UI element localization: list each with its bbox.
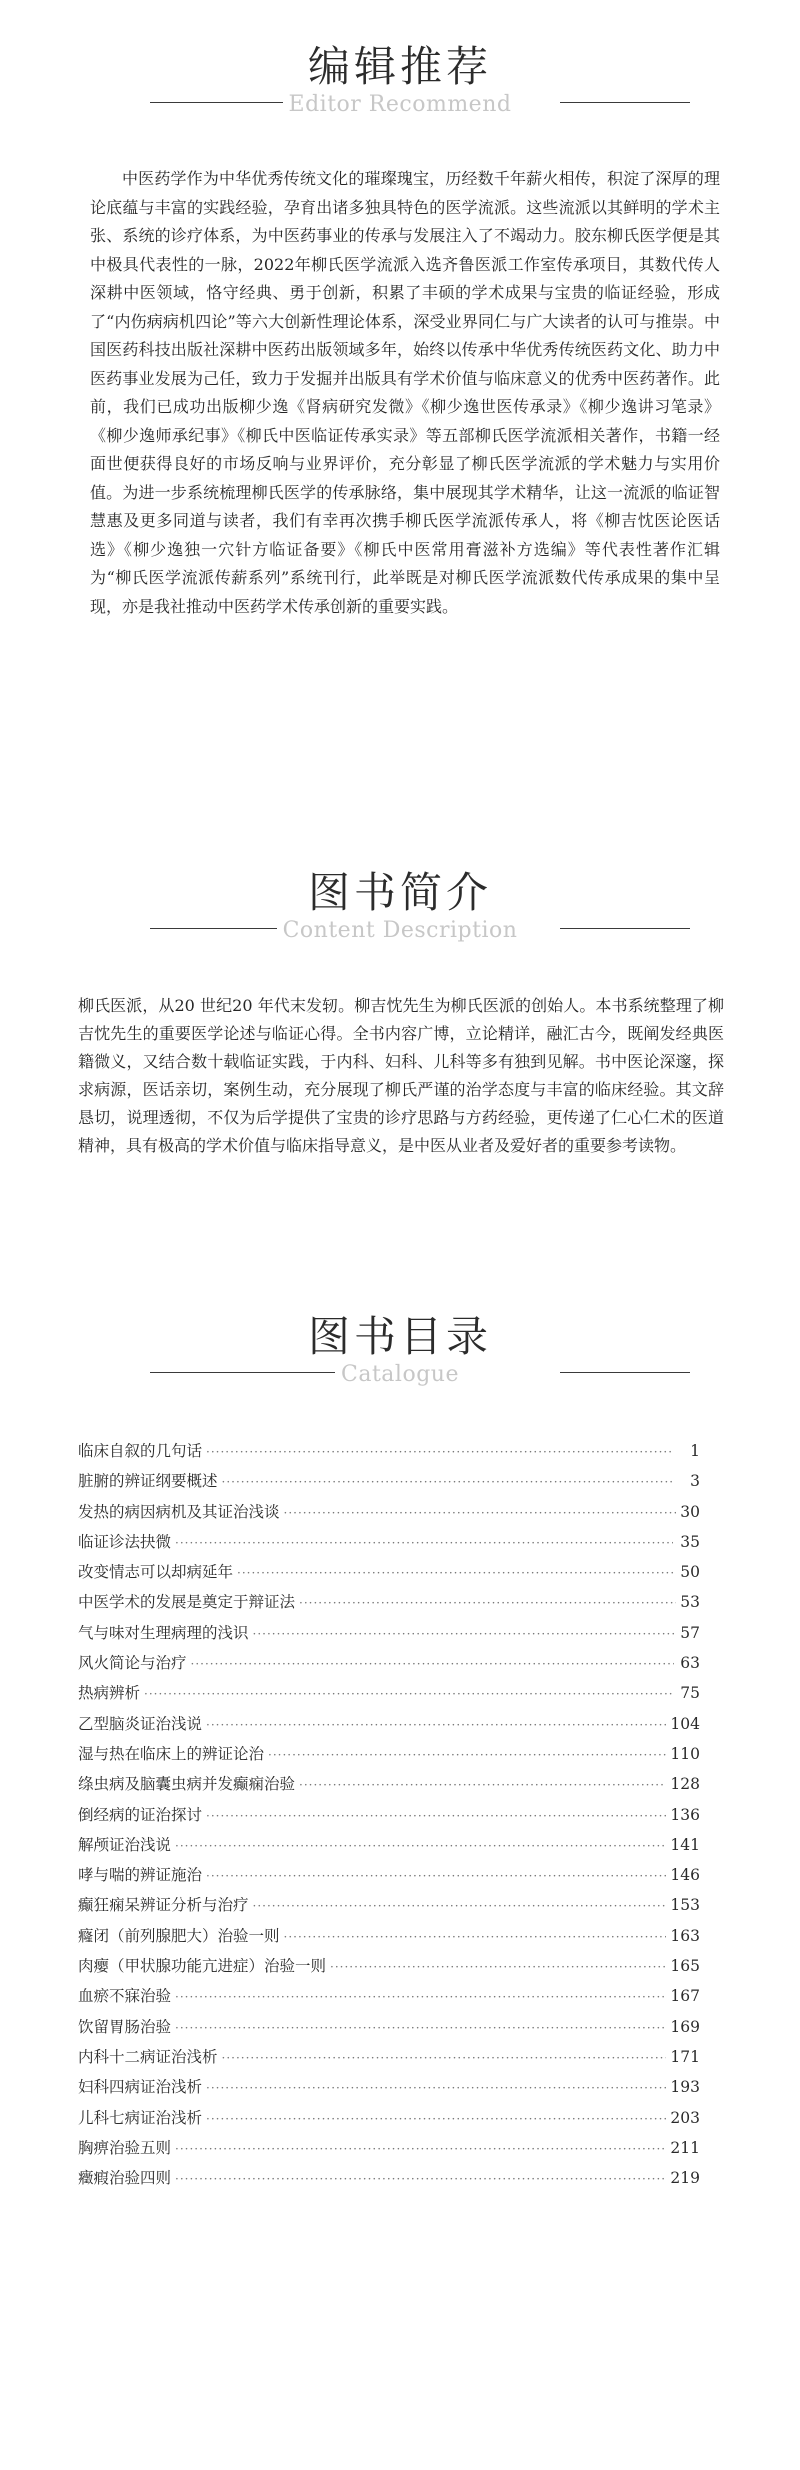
toc-entry bbox=[78, 2072, 700, 2102]
toc-page: 104 bbox=[670, 1714, 700, 1733]
toc-entry bbox=[78, 1890, 700, 1920]
editor-recommend-header bbox=[0, 42, 800, 122]
toc-page: 171 bbox=[670, 2047, 700, 2066]
toc-entry bbox=[78, 1739, 700, 1769]
toc-entry bbox=[78, 2133, 700, 2163]
toc-page: 3 bbox=[690, 1472, 700, 1491]
dot-leader bbox=[284, 1498, 677, 1528]
toc-page: 219 bbox=[670, 2169, 700, 2188]
dot-leader bbox=[299, 1770, 666, 1800]
dot-leader bbox=[253, 1619, 677, 1649]
toc-entry bbox=[78, 1981, 700, 2011]
toc-entry bbox=[78, 1618, 700, 1648]
toc-entry bbox=[78, 1800, 700, 1830]
toc-title: 热病辨析 bbox=[78, 1684, 141, 1703]
dot-leader bbox=[175, 1982, 666, 2012]
toc-entry bbox=[78, 1497, 700, 1527]
toc-page: 153 bbox=[670, 1896, 700, 1915]
catalogue-header bbox=[0, 1312, 800, 1392]
toc-entry bbox=[78, 1587, 700, 1617]
toc-title: 哮与喘的辨证施治 bbox=[78, 1866, 203, 1885]
toc-entry bbox=[78, 2103, 700, 2133]
dot-leader bbox=[284, 1922, 667, 1952]
toc-title: 乙型脑炎证治浅说 bbox=[78, 1714, 203, 1733]
dot-leader bbox=[222, 2043, 667, 2073]
section-title: 图书简介 bbox=[307, 868, 492, 917]
toc-title: 湿与热在临床上的辨证论治 bbox=[78, 1744, 265, 1763]
toc-entry bbox=[78, 1557, 700, 1587]
toc-title: 中医学术的发展是奠定于辩证法 bbox=[78, 1593, 296, 1612]
toc-page: 165 bbox=[670, 1957, 700, 1976]
header-divider bbox=[0, 1364, 800, 1392]
toc-title: 血瘀不寐治验 bbox=[78, 1987, 172, 2006]
toc-page: 169 bbox=[670, 2017, 700, 2036]
header-divider bbox=[0, 920, 800, 948]
toc-entry bbox=[78, 1527, 700, 1557]
toc-page: 35 bbox=[680, 1532, 700, 1551]
toc-page: 167 bbox=[670, 1987, 700, 2006]
dot-leader bbox=[206, 1861, 666, 1891]
dot-leader bbox=[175, 2164, 666, 2194]
dot-leader bbox=[175, 2134, 666, 2164]
toc-title: 癫狂痫呆辨证分析与治疗 bbox=[78, 1896, 249, 1915]
toc-entry bbox=[78, 1951, 700, 1981]
dot-leader bbox=[175, 1528, 673, 1558]
toc-page: 110 bbox=[670, 1744, 700, 1763]
toc-entry bbox=[78, 2012, 700, 2042]
dot-leader bbox=[206, 2073, 666, 2103]
toc-title: 儿科七病证治浅析 bbox=[78, 2108, 203, 2127]
toc-title: 内科十二病证治浅析 bbox=[78, 2047, 218, 2066]
section-subtitle: Content Description bbox=[277, 918, 524, 943]
toc-page: 1 bbox=[690, 1442, 700, 1460]
toc-entry bbox=[78, 1436, 700, 1466]
toc-page: 50 bbox=[680, 1563, 700, 1582]
toc-title: 癃闭（前列腺肥大）治验一则 bbox=[78, 1926, 280, 1945]
toc-page: 30 bbox=[680, 1502, 700, 1521]
header-divider bbox=[0, 94, 800, 122]
toc-entry bbox=[78, 1921, 700, 1951]
toc-entry bbox=[78, 2163, 700, 2193]
section-title: 图书目录 bbox=[307, 1312, 492, 1361]
dot-leader bbox=[253, 1891, 667, 1921]
toc-page: 75 bbox=[680, 1684, 700, 1703]
toc-title: 绦虫病及脑囊虫病并发癫痫治验 bbox=[78, 1775, 296, 1794]
toc-entry bbox=[78, 1860, 700, 1890]
toc-title: 发热的病因病机及其证治浅谈 bbox=[78, 1502, 280, 1521]
toc-title: 改变情志可以却病延年 bbox=[78, 1563, 234, 1582]
toc-title: 风火简论与治疗 bbox=[78, 1654, 187, 1673]
toc-title: 临证诊法抉微 bbox=[78, 1532, 172, 1551]
toc-entry bbox=[78, 1709, 700, 1739]
dot-leader bbox=[237, 1558, 676, 1588]
toc-entry bbox=[78, 2042, 700, 2072]
toc-page: 146 bbox=[670, 1866, 700, 1885]
toc-title: 气与味对生理病理的浅识 bbox=[78, 1623, 249, 1642]
toc-title: 妇科四病证治浅析 bbox=[78, 2078, 203, 2097]
dot-leader bbox=[191, 1649, 674, 1679]
toc-entry bbox=[78, 1830, 700, 1860]
content-description-text: 柳氏医派，从20 世纪20 年代末发轫。柳吉忱先生为柳氏医派的创始人。本书系统整理了柳吉忱先生的重要医学论述与临证心得。全书内容广博，立论精详，融汇古今，既阐发经典医籍微义，又结合数十载临证实践，于内科、妇科、儿科等多有独到见解。书中医论深邃，探求病源，医话亲切，案例生动，充分展现了柳氏严谨的治学态度与丰富的临床经验。其文辞恳切，说理透彻，不仅为后学提供了宝贵的诊疗思路与方药经验，更传递了仁心仁术的医道精神，具有极高的学术价值与临床指导意义，是中医从业者及爱好者的重要参考读物。 bbox=[78, 996, 724, 1155]
toc-entry bbox=[78, 1678, 700, 1708]
toc-entry bbox=[78, 1769, 700, 1799]
toc-page: 53 bbox=[680, 1593, 700, 1612]
dot-leader bbox=[222, 1467, 676, 1497]
dot-leader bbox=[299, 1588, 676, 1618]
dot-leader bbox=[175, 2013, 666, 2043]
dot-leader bbox=[206, 2104, 666, 2134]
editor-recommend-text: 中医药学作为中华优秀传统文化的璀璨瑰宝，历经数千年薪火相传，积淀了深厚的理论底蕴与丰富的实践经验，孕育出诸多独具特色的医学流派。这些流派以其鲜明的学术主张、系统的诊疗体系，为中医药事业的传承与发展注入了不竭动力。胶东柳氏医学便是其中极具代表性的一脉，2022年柳氏医学流派入选齐鲁医派工作室传承项目，其数代传人深耕中医领域，恪守经典、勇于创新，积累了丰硕的学术成果与宝贵的临证经验，形成了“内伤病病机四论”等六大创新性理论体系，深受业界同仁与广大读者的认可与推崇。中国医药科技出版社深耕中医药出版领域多年，始终以传承中华优秀传统医药文化、助力中医药事业发展为己任，致力于发掘并出版具有学术价值与临床意义的优秀中医药著作。此前，我们已成功出版柳少逸《肾病研究发微》《柳少逸世医传承录》《柳少逸讲习笔录》《柳少逸师承纪事》《柳氏中医临证传承实录》等五部柳氏医学流派相关著作，书籍一经面世便获得良好的市场反响与业界评价，充分彰显了柳氏医学流派的学术魅力与实用价值。为进一步系统梳理柳氏医学的传承脉络，集中展现其学术精华，让这一流派的临证智慧惠及更多同道与读者，我们有幸再次携手柳氏医学流派传承人，将《柳吉忱医论医话选》《柳少逸独一穴针方临证备要》《柳氏中医常用膏滋补方选编》等代表性著作汇辑为“柳氏医学流派传薪系列”系统刊行，此举既是对柳氏医学流派数代传承成果的集中呈现，亦是我社推动中医药学术传承创新的重要实践。 bbox=[90, 169, 720, 616]
toc-page: 193 bbox=[670, 2078, 700, 2097]
section-subtitle: Catalogue bbox=[335, 1362, 465, 1387]
toc-page: 211 bbox=[670, 2138, 700, 2157]
dot-leader bbox=[268, 1740, 666, 1770]
toc-page: 163 bbox=[670, 1926, 700, 1945]
toc-page: 57 bbox=[680, 1623, 700, 1642]
toc-title: 倒经病的证治探讨 bbox=[78, 1805, 203, 1824]
toc-page: 63 bbox=[680, 1654, 700, 1673]
table-of-contents bbox=[78, 1436, 700, 2193]
toc-title: 饮留胃肠治验 bbox=[78, 2017, 172, 2036]
toc-page: 136 bbox=[670, 1805, 700, 1824]
dot-leader bbox=[206, 1437, 674, 1467]
toc-title: 癥瘕治验四则 bbox=[78, 2169, 172, 2188]
toc-page: 128 bbox=[670, 1775, 700, 1794]
toc-page: 203 bbox=[670, 2108, 700, 2127]
toc-title: 胸痹治验五则 bbox=[78, 2138, 172, 2157]
dot-leader bbox=[144, 1679, 672, 1709]
toc-title: 脏腑的辨证纲要概述 bbox=[78, 1472, 218, 1491]
dot-leader bbox=[175, 1831, 666, 1861]
dot-leader bbox=[206, 1710, 666, 1740]
toc-title: 解颅证治浅说 bbox=[78, 1835, 172, 1854]
toc-title: 临床自叙的几句话 bbox=[78, 1442, 203, 1460]
toc-entry bbox=[78, 1466, 700, 1496]
section-subtitle: Editor Recommend bbox=[283, 92, 518, 117]
toc-title: 肉瘿（甲状腺功能亢进症）治验一则 bbox=[78, 1957, 327, 1976]
dot-leader bbox=[330, 1952, 666, 1982]
section-title: 编辑推荐 bbox=[307, 42, 492, 91]
toc-entry bbox=[78, 1648, 700, 1678]
dot-leader bbox=[206, 1801, 666, 1831]
content-description-header bbox=[0, 868, 800, 948]
toc-page: 141 bbox=[670, 1835, 700, 1854]
